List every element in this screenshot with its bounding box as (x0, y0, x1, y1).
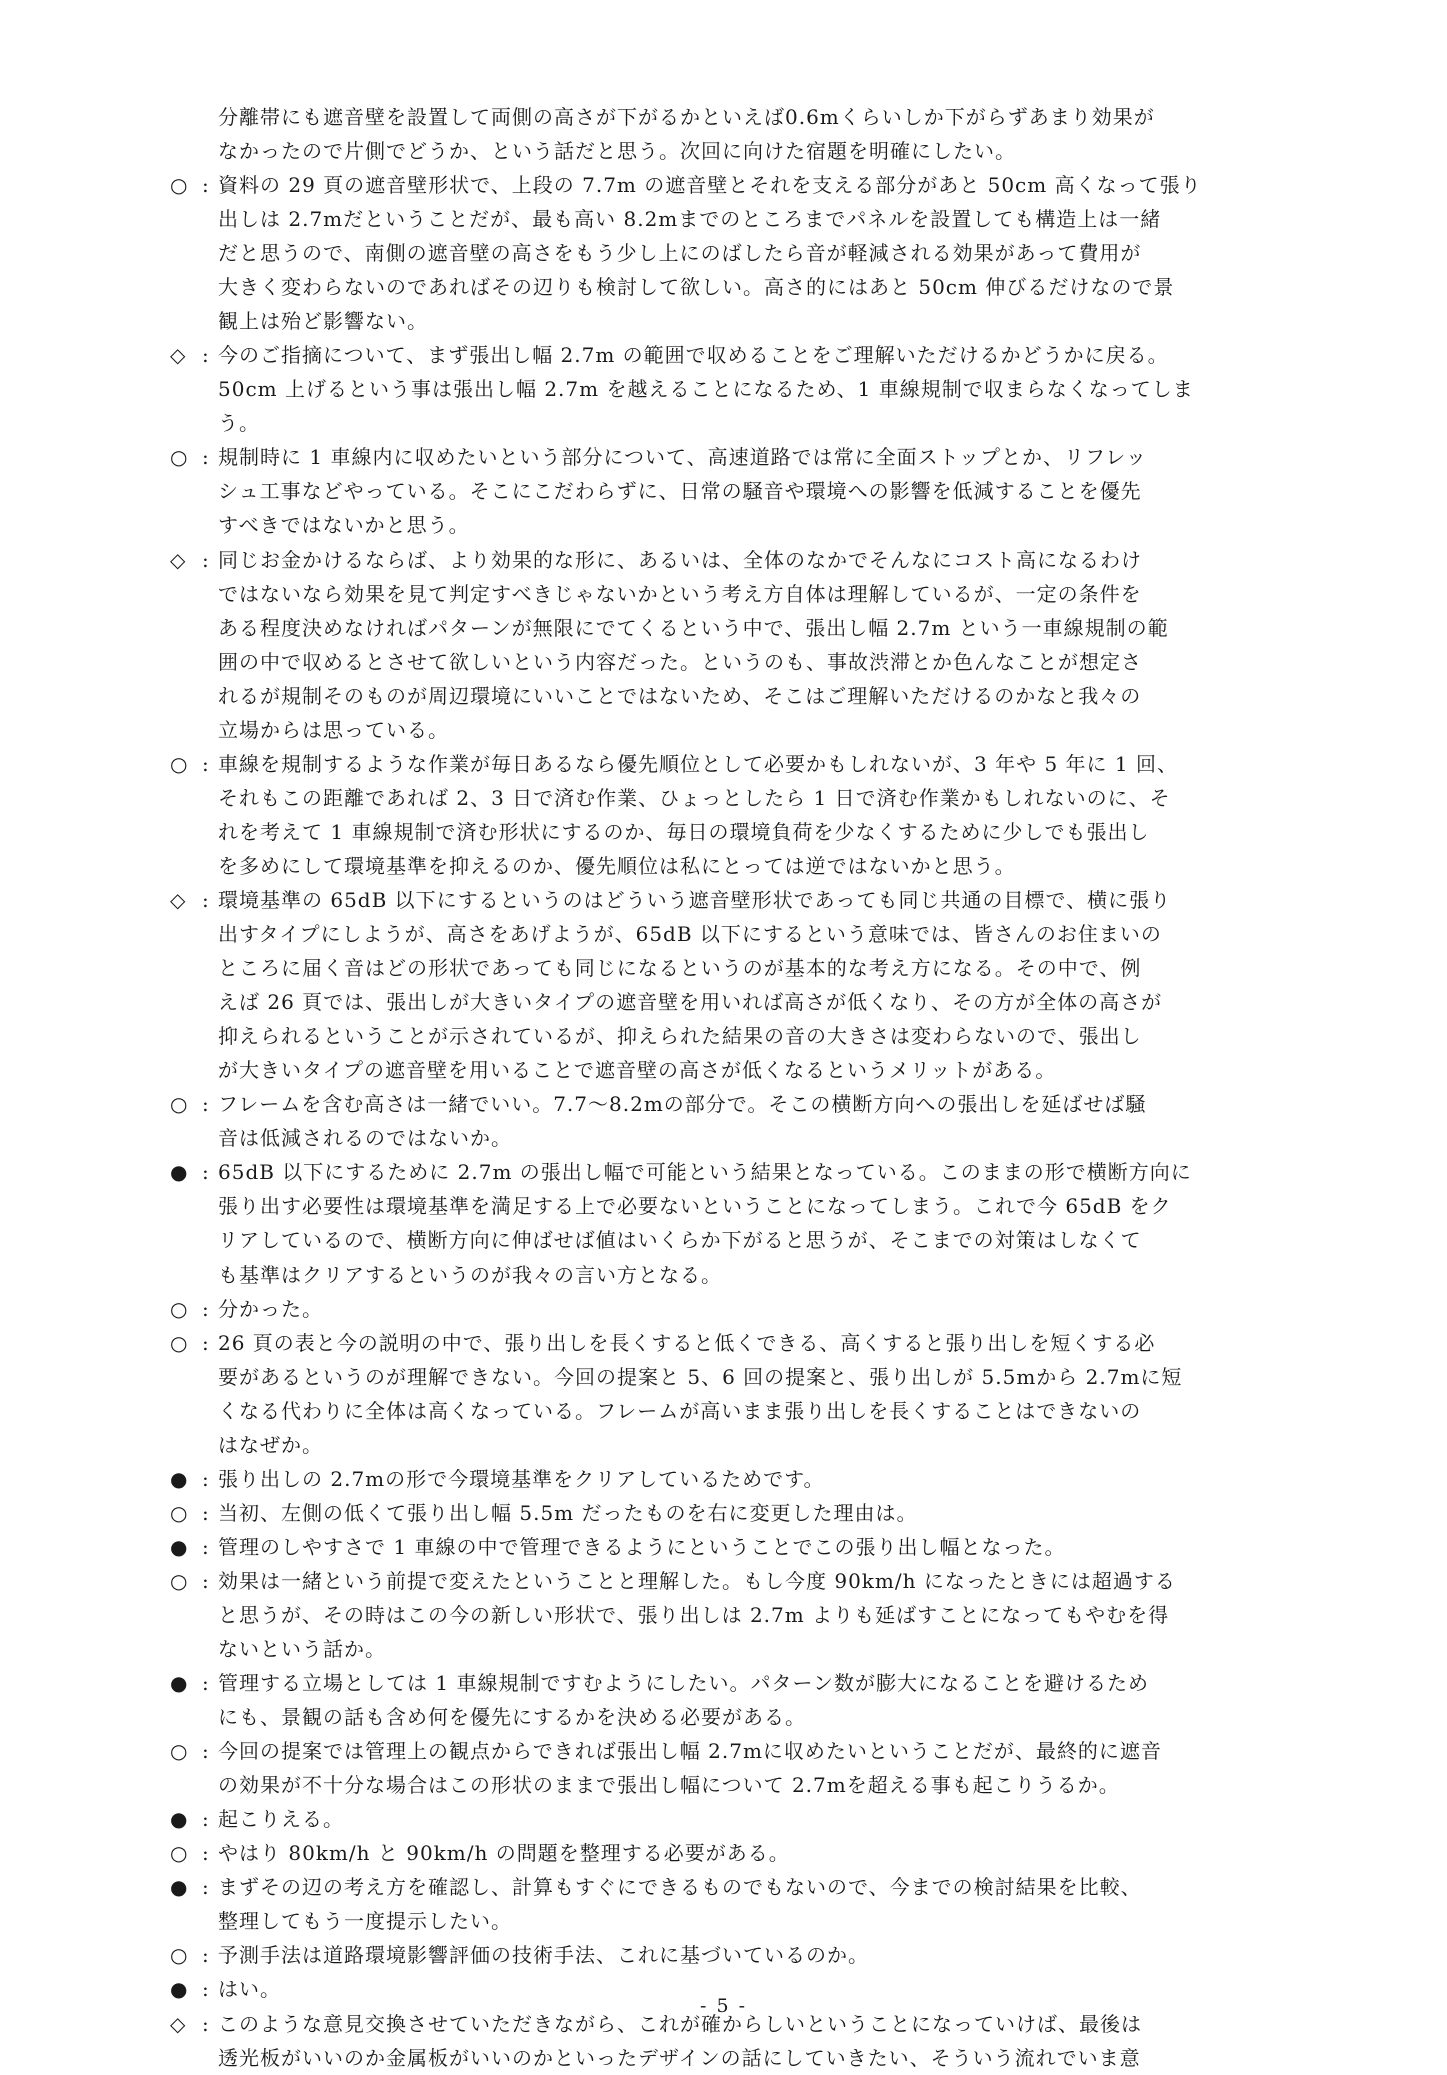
entry-line: シュ工事などやっている。そこにこだわらずに、日常の騒音や環境への影響を低減することを優先 (218, 479, 1142, 504)
entry-line: にも、景観の話も含め何を優先にするかを決める必要がある。 (218, 1705, 806, 1730)
entry-line: 要があるというのが理解できない。今回の提案と 5、6 回の提案と、張り出しが 5.5mから 2.7mに短 (218, 1364, 1183, 1389)
entry-line: 音は低減されるのではないか。 (218, 1126, 512, 1151)
speaker-entry (170, 1564, 1310, 1666)
intro-line: 分離帯にも遮音壁を設置して両側の高さが下がるかといえば0.6mくらいしか下がらずあまり効果が (218, 105, 1155, 129)
entry-line: 規制時に 1 車線内に収めたいという部分について、高速道路では常に全面ストップとか、リフレッ (218, 445, 1148, 470)
speaker-mark: ○ (170, 1739, 189, 1764)
speaker-entry (170, 1938, 1310, 1972)
entry-line: 張り出しの 2.7mの形で今環境基準をクリアしているためです。 (218, 1466, 825, 1491)
speaker-entry (170, 440, 1310, 542)
speaker-colon: : (202, 1092, 210, 1117)
entry-line: 今のご指摘について、まず張出し幅 2.7m の範囲で収めることをご理解いただけるかどうかに戻る。 (218, 343, 1169, 368)
entry-line: ないという話か。 (218, 1637, 386, 1662)
speaker-mark: ● (170, 1807, 189, 1832)
speaker-colon: : (202, 751, 210, 776)
speaker-entry (170, 168, 1310, 338)
entry-text (218, 1530, 1310, 1564)
entry-text (218, 1292, 1310, 1326)
intro-line: なかったので片側でどうか、という話だと思う。次回に向けた宿題を明確にしたい。 (218, 139, 1016, 163)
intro-paragraph (218, 100, 1308, 168)
speaker-mark: ○ (170, 1500, 189, 1525)
entry-line: 管理のしやすさで 1 車線の中で管理できるようにということでこの張り出し幅となった。 (218, 1534, 1066, 1559)
speaker-colon: : (202, 1807, 210, 1832)
speaker-entry (170, 543, 1310, 747)
speaker-entry (170, 1802, 1310, 1836)
speaker-entry (170, 1292, 1310, 1326)
speaker-mark: ○ (170, 1092, 189, 1117)
entry-line: 出しは 2.7mだということだが、最も高い 8.2mまでのところまでパネルを設置しても構造上は一緒 (218, 207, 1162, 232)
speaker-colon: : (202, 445, 210, 470)
speaker-entry (170, 883, 1310, 1087)
speaker-entry (170, 1155, 1310, 1291)
entry-text (218, 440, 1310, 542)
entry-line: 観上は殆ど影響ない。 (218, 309, 428, 334)
speaker-entry (170, 1326, 1310, 1462)
entry-text (218, 1462, 1310, 1496)
speaker-entry (170, 1087, 1310, 1155)
entry-text (218, 1496, 1310, 1530)
entry-line: 分かった。 (218, 1296, 323, 1321)
entry-line: を多めにして環境基準を抑えるのか、優先順位は私にとっては逆ではないかと思う。 (218, 853, 1016, 878)
entry-line: 26 頁の表と今の説明の中で、張り出しを長くすると低くできる、高くすると張り出しを短くする必 (218, 1330, 1156, 1355)
entry-text (218, 543, 1310, 747)
entry-text (218, 1326, 1310, 1462)
speaker-entry (170, 1462, 1310, 1496)
entry-line: 資料の 29 頁の遮音壁形状で、上段の 7.7m の遮音壁とそれを支える部分があと 50cm 高くなって張り (218, 173, 1202, 197)
entry-line: 車線を規制するような作業が毎日あるなら優先順位として必要かもしれないが、3 年や 5 年に 1 回、 (218, 751, 1178, 776)
entry-line: はなぜか。 (218, 1432, 323, 1457)
entry-line: ところに届く音はどの形状であっても同じになるというのが基本的な考え方になる。その中で、例 (218, 956, 1142, 981)
speaker-colon: : (202, 1160, 210, 1185)
speaker-mark: ◇ (170, 343, 187, 368)
entry-line: 同じお金かけるならば、より効果的な形に、あるいは、全体のなかでそんなにコスト高になるわけ (218, 547, 1142, 572)
entry-line: 起こりえる。 (218, 1807, 344, 1832)
speaker-colon: : (202, 2011, 210, 2036)
entry-text (218, 1734, 1310, 1802)
speaker-colon: : (202, 1500, 210, 1525)
minutes-entries (170, 168, 1310, 2075)
entry-line: 張り出す必要性は環境基準を満足する上で必要ないということになってしまう。これで今 65dB をク (218, 1194, 1172, 1219)
entry-text (218, 747, 1310, 883)
entry-line: 今回の提案では管理上の観点からできれば張出し幅 2.7mに収めたいということだが、最終的に遮音 (218, 1739, 1162, 1764)
speaker-mark: ○ (170, 1841, 189, 1866)
speaker-mark: ○ (170, 1296, 189, 1321)
entry-line: う。 (218, 411, 260, 436)
entry-line: えば 26 頁では、張出しが大きいタイプの遮音壁を用いれば高さが低くなり、その方が全体の高さが (218, 990, 1163, 1015)
entry-text (218, 338, 1310, 440)
entry-line: だと思うので、南側の遮音壁の高さをもう少し上にのばしたら音が軽減される効果があって費用が (218, 241, 1142, 266)
entry-line: 効果は一緒という前提で変えたということと理解した。もし今度 90km/h になったときには超過する (218, 1568, 1176, 1593)
entry-line: 大きく変わらないのであればその辺りも検討して欲しい。高さ的にはあと 50cm 伸びるだけなので景 (218, 275, 1175, 300)
entry-text (218, 168, 1310, 338)
entry-line: フレームを含む高さは一緒でいい。7.7～8.2mの部分で。そこの横断方向への張出しを延ばせば騒 (218, 1092, 1147, 1117)
entry-line: はい。 (218, 1977, 281, 2002)
entry-line: 当初、左側の低くて張り出し幅 5.5m だったものを右に変更した理由は。 (218, 1500, 918, 1525)
speaker-colon: : (202, 1977, 210, 2002)
entry-line: も基準はクリアするというのが我々の言い方となる。 (218, 1262, 722, 1287)
entry-text (218, 1155, 1310, 1291)
speaker-colon: : (202, 1671, 210, 1696)
speaker-colon: : (202, 1568, 210, 1593)
speaker-colon: : (202, 1466, 210, 1491)
speaker-mark: ● (170, 1671, 189, 1696)
entry-line: 管理する立場としては 1 車線規制ですむようにしたい。パターン数が膨大になることを避けるため (218, 1671, 1150, 1696)
speaker-mark: ● (170, 1160, 189, 1185)
entry-line: 予測手法は道路環境影響評価の技術手法、これに基づいているのか。 (218, 1943, 869, 1968)
entry-line: 整理してもう一度提示したい。 (218, 1909, 512, 1934)
speaker-colon: : (202, 173, 210, 197)
speaker-colon: : (202, 547, 210, 572)
entry-line: 50cm 上げるという事は張出し幅 2.7m を越えることになるため、1 車線規制で収まらなくなってしま (218, 377, 1194, 402)
speaker-mark: ◇ (170, 2011, 187, 2036)
speaker-entry (170, 1666, 1310, 1734)
speaker-entry (170, 1734, 1310, 1802)
speaker-mark: ○ (170, 1943, 189, 1968)
speaker-colon: : (202, 343, 210, 368)
entry-text (218, 1938, 1310, 1972)
speaker-mark: ○ (170, 751, 189, 776)
speaker-entry (170, 1870, 1310, 1938)
speaker-colon: : (202, 1875, 210, 1900)
entry-line: れるが規制そのものが周辺環境にいいことではないため、そこはご理解いただけるのかなと我々の (218, 683, 1142, 708)
entry-line: 出すタイプにしようが、高さをあげようが、65dB 以下にするという意味では、皆さんのお住まいの (218, 922, 1162, 947)
entry-line: すべきではないかと思う。 (218, 513, 470, 538)
entry-line: このような意見交換させていただきながら、これが確からしいということになっていけば、最後は (218, 2011, 1142, 2036)
speaker-mark: ◇ (170, 887, 187, 912)
entry-text (218, 1087, 1310, 1155)
entry-line: ある程度決めなければパターンが無限にでてくるという中で、張出し幅 2.7m という一車線規制の範 (218, 615, 1169, 640)
entry-line: 透光板がいいのか金属板がいいのかといったデザインの話にしていきたい、そういう流れでいま意 (218, 2045, 1141, 2070)
entry-line: 立場からは思っている。 (218, 717, 449, 742)
speaker-mark: ○ (170, 445, 189, 470)
speaker-mark: ○ (170, 1568, 189, 1593)
entry-line: 65dB 以下にするために 2.7m の張出し幅で可能という結果となっている。このままの形で横断方向に (218, 1160, 1192, 1185)
entry-text (218, 1564, 1310, 1666)
entry-line: ではないなら効果を見て判定すべきじゃないかという考え方自体は理解しているが、一定の条件を (218, 581, 1142, 606)
entry-line: リアしているので、横断方向に伸ばせば値はいくらか下がると思うが、そこまでの対策はしなくて (218, 1228, 1142, 1253)
speaker-entry (170, 1530, 1310, 1564)
entry-line: 環境基準の 65dB 以下にするというのはどういう遮音壁形状であっても同じ共通の目標で、横に張り (218, 887, 1172, 912)
speaker-mark: ● (170, 1875, 189, 1900)
speaker-mark: ◇ (170, 547, 187, 572)
speaker-colon: : (202, 887, 210, 912)
speaker-entry (170, 338, 1310, 440)
speaker-entry (170, 1496, 1310, 1530)
entry-line: まずその辺の考え方を確認し、計算もすぐにできるものでもないので、今までの検討結果を比較、 (218, 1875, 1142, 1900)
speaker-colon: : (202, 1739, 210, 1764)
speaker-mark: ○ (170, 1330, 189, 1355)
speaker-mark: ● (170, 1977, 189, 2002)
entry-text (218, 883, 1310, 1087)
speaker-entry (170, 1836, 1310, 1870)
entry-text (218, 1802, 1310, 1836)
speaker-entry (170, 747, 1310, 883)
entry-line: 囲の中で収めるとさせて欲しいという内容だった。というのも、事故渋滞とか色んなことが想定さ (218, 649, 1142, 674)
entry-line: れを考えて 1 車線規制で済む形状にするのか、毎日の環境負荷を少なくするために少しでも張出し (218, 819, 1150, 844)
speaker-colon: : (202, 1943, 210, 1968)
entry-line: それもこの距離であれば 2、3 日で済む作業、ひょっとしたら 1 日で済む作業かもしれないのに、そ (218, 785, 1171, 810)
speaker-colon: : (202, 1534, 210, 1559)
entry-text (218, 1666, 1310, 1734)
speaker-colon: : (202, 1296, 210, 1321)
page-number: - 5 - (699, 1995, 747, 2017)
speaker-mark: ● (170, 1534, 189, 1559)
speaker-mark: ● (170, 1466, 189, 1491)
entry-line: と思うが、その時はこの今の新しい形状で、張り出しは 2.7m よりも延ばすことになってもやむを得 (218, 1602, 1170, 1627)
speaker-mark: ○ (170, 173, 189, 197)
entry-line: やはり 80km/h と 90km/h の問題を整理する必要がある。 (218, 1841, 790, 1866)
speaker-colon: : (202, 1330, 210, 1355)
speaker-colon: : (202, 1841, 210, 1866)
entry-line: くなる代わりに全体は高くなっている。フレームが高いまま張り出しを長くすることはできないの (218, 1398, 1142, 1423)
entry-text (218, 1836, 1310, 1870)
entry-text (218, 1870, 1310, 1938)
entry-line: 抑えられるということが示されているが、抑えられた結果の音の大きさは変わらないので、張出し (218, 1024, 1142, 1049)
entry-line: の効果が不十分な場合はこの形状のままで張出し幅について 2.7mを超える事も起こりうるか。 (218, 1773, 1120, 1798)
entry-line: が大きいタイプの遮音壁を用いることで遮音壁の高さが低くなるというメリットがある。 (218, 1058, 1057, 1083)
